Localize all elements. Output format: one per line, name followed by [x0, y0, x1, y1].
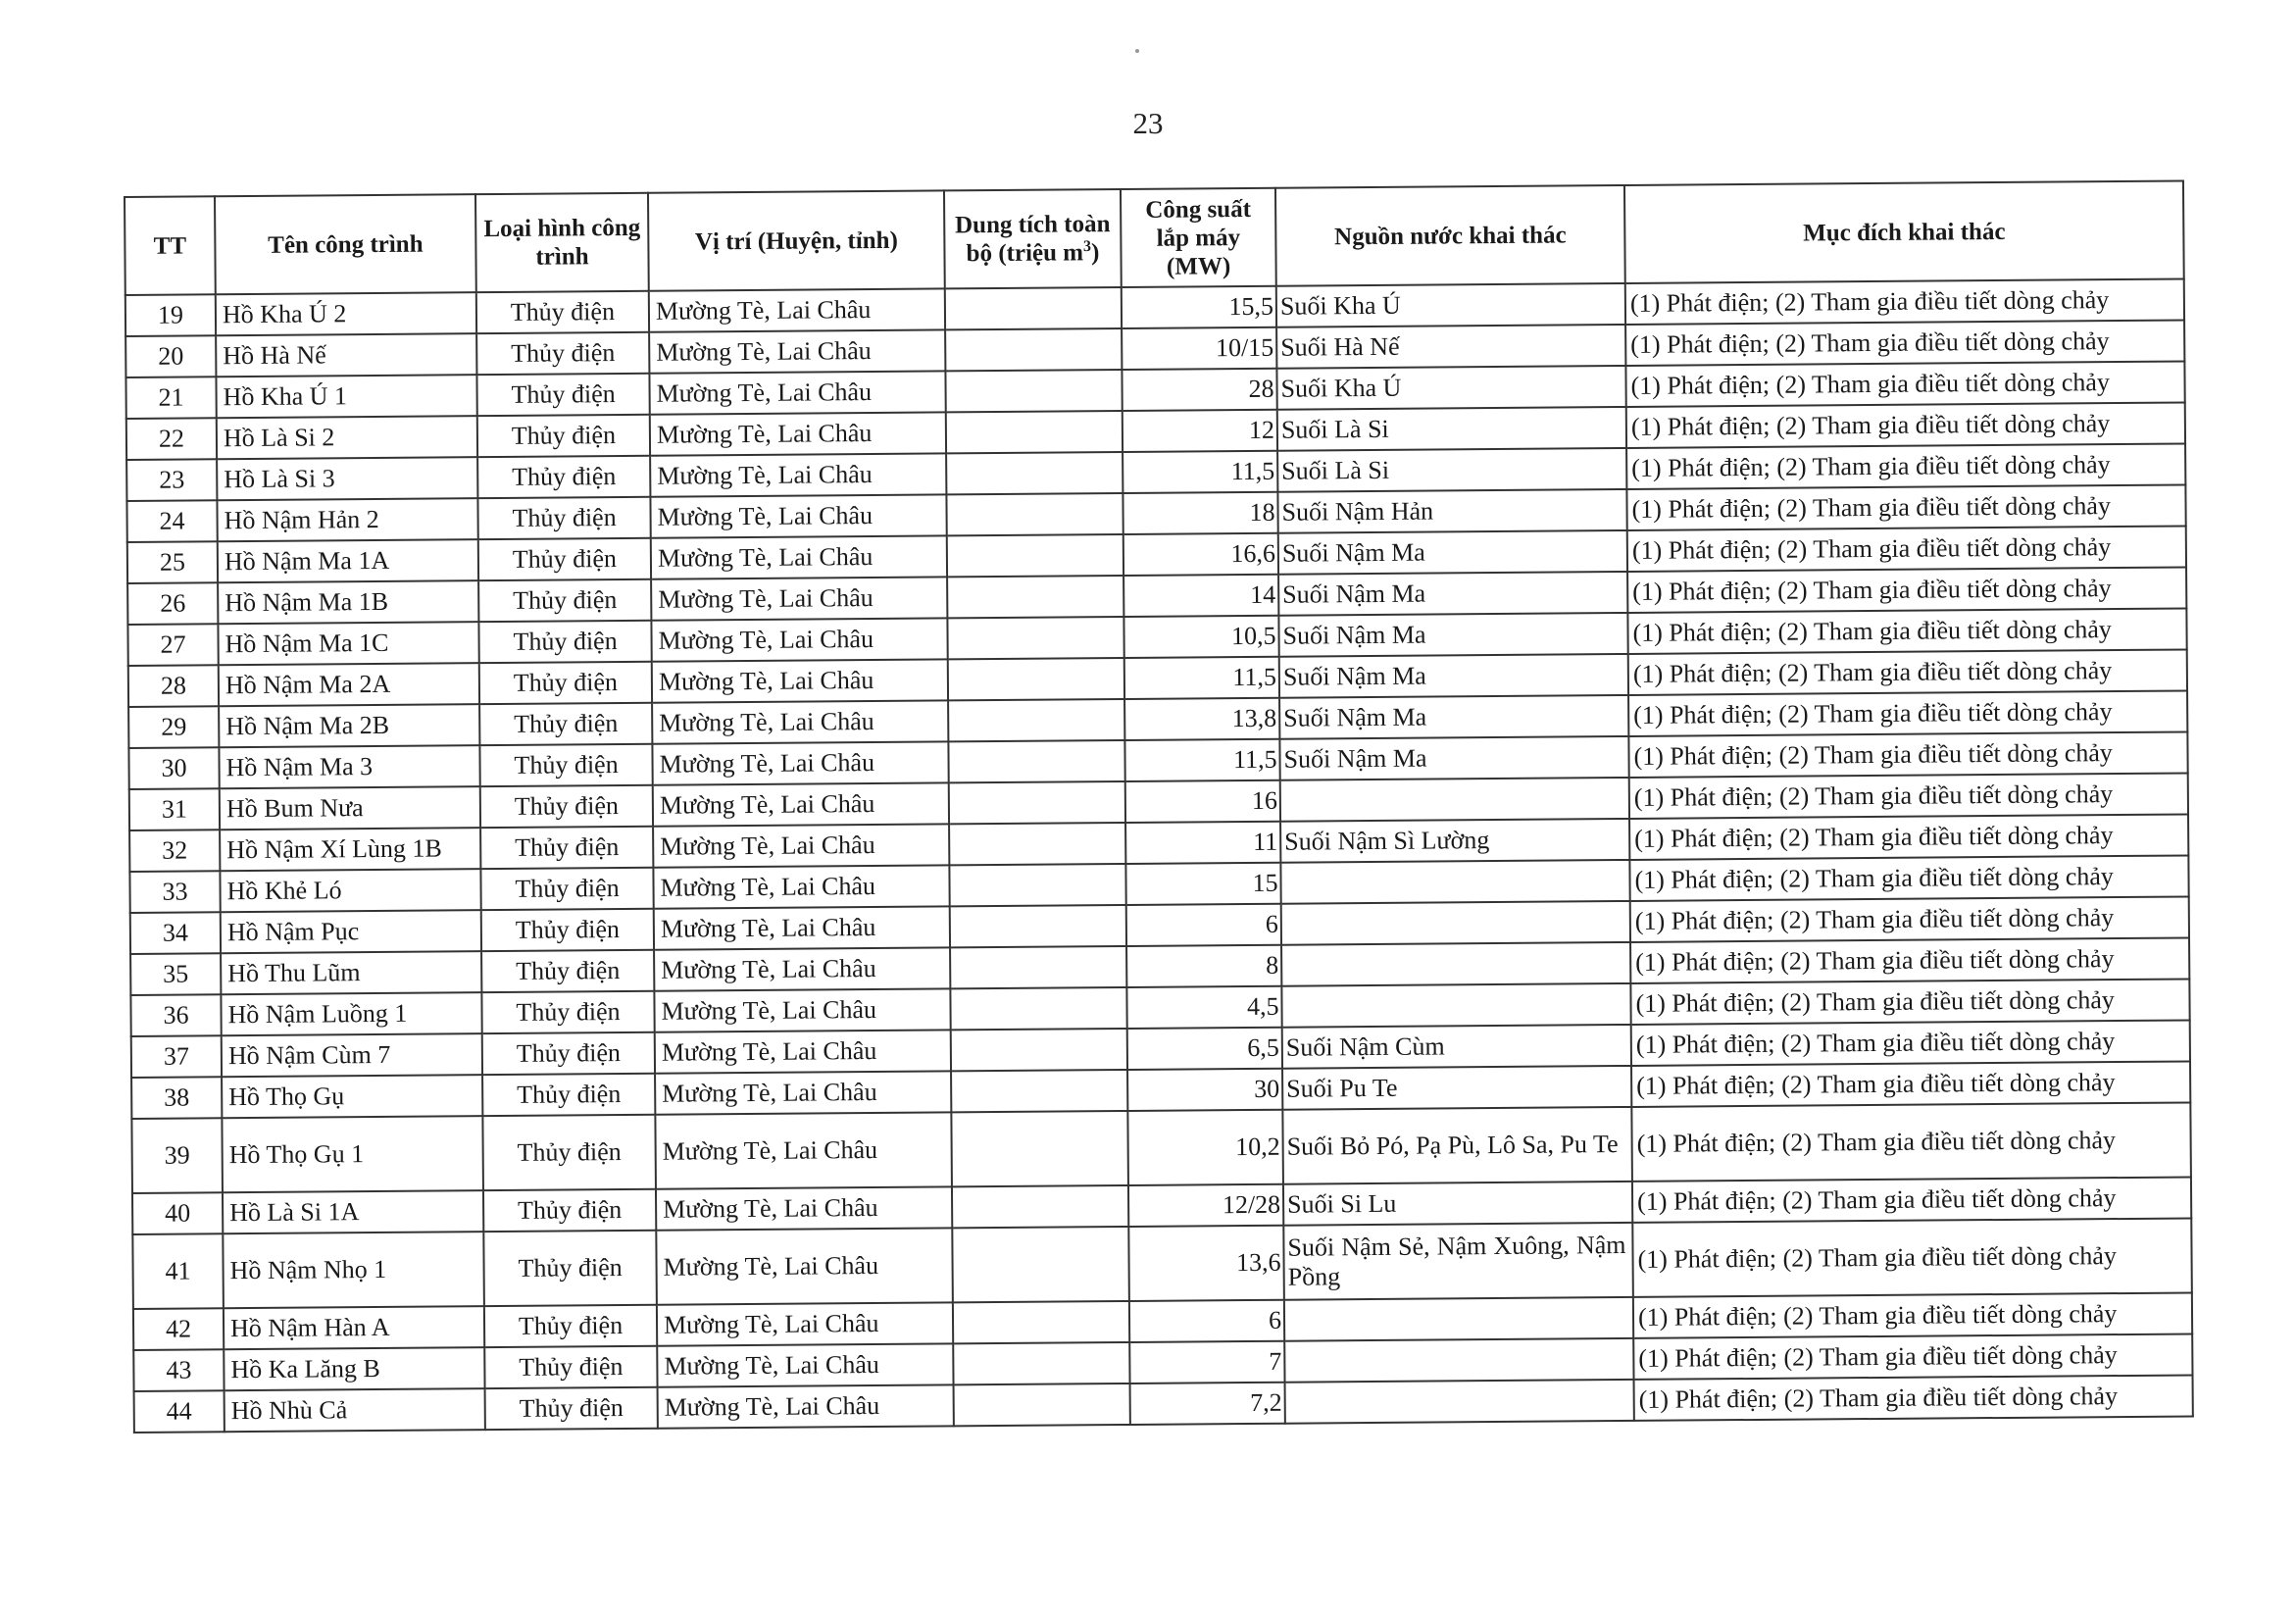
cell-source: Suối Nậm Ma	[1278, 530, 1627, 575]
cell-purpose: (1) Phát điện; (2) Tham gia điều tiết dòng chảy	[1628, 649, 2187, 694]
cell-capacity: 15,5	[1122, 286, 1276, 328]
cell-source	[1281, 942, 1630, 986]
cell-source: Suối Kha Ú	[1276, 283, 1625, 327]
cell-location: Mường Tè, Lai Châu	[650, 453, 946, 496]
cell-volume	[952, 1185, 1128, 1228]
cell-capacity: 10,2	[1127, 1110, 1283, 1185]
reservoir-table	[124, 179, 2194, 1433]
cell-purpose: (1) Phát điện; (2) Tham gia điều tiết dòng chảy	[1630, 896, 2189, 941]
cell-purpose: (1) Phát điện; (2) Tham gia điều tiết dòng chảy	[1630, 979, 2189, 1024]
cell-volume	[948, 699, 1124, 741]
cell-name: Hồ Bum Nưa	[220, 786, 480, 830]
cell-location: Mường Tè, Lai Châu	[656, 1228, 953, 1304]
cell-location: Mường Tè, Lai Châu	[650, 494, 946, 537]
cell-name: Hồ Nhù Cả	[225, 1388, 485, 1432]
cell-type: Thủy điện	[479, 662, 652, 704]
cell-source	[1280, 860, 1629, 904]
cell-source: Suối Nậm Ma	[1278, 613, 1627, 657]
cell-purpose: (1) Phát điện; (2) Tham gia điều tiết dòng chảy	[1626, 443, 2185, 488]
cell-tt: 42	[133, 1308, 224, 1350]
cell-capacity: 7	[1129, 1341, 1284, 1384]
cell-capacity: 6	[1129, 1300, 1284, 1342]
cell-tt: 19	[125, 294, 216, 336]
cell-source	[1281, 983, 1630, 1028]
cell-type: Thủy điện	[480, 827, 653, 869]
cell-type: Thủy điện	[482, 1032, 655, 1075]
cell-type: Thủy điện	[484, 1305, 657, 1347]
cell-name: Hồ Nậm Ma 1B	[218, 580, 478, 624]
cell-type: Thủy điện	[476, 374, 649, 416]
cell-location: Mường Tè, Lai Châu	[653, 782, 949, 826]
cell-source: Suối Là Si	[1277, 448, 1626, 492]
cell-purpose: (1) Phát điện; (2) Tham gia điều tiết dòng chảy	[1627, 567, 2186, 612]
cell-name: Hồ Nậm Cùm 7	[222, 1033, 482, 1077]
cell-type: Thủy điện	[483, 1189, 656, 1232]
cell-volume	[946, 411, 1123, 453]
cell-tt: 31	[129, 788, 220, 830]
cell-name: Hồ Nậm Ma 3	[219, 745, 479, 788]
cell-purpose: (1) Phát điện; (2) Tham gia điều tiết dòng chảy	[1633, 1333, 2192, 1379]
cell-purpose: (1) Phát điện; (2) Tham gia điều tiết dòng chảy	[1629, 773, 2188, 818]
cell-purpose: (1) Phát điện; (2) Tham gia điều tiết dòng chảy	[1627, 608, 2186, 653]
cell-tt: 26	[127, 582, 218, 625]
cell-volume	[954, 1384, 1130, 1426]
cell-purpose: (1) Phát điện; (2) Tham gia điều tiết dòng chảy	[1625, 361, 2184, 406]
cell-purpose: (1) Phát điện; (2) Tham gia điều tiết dòng chảy	[1625, 278, 2184, 324]
cell-volume	[952, 1227, 1129, 1302]
cell-purpose: (1) Phát điện; (2) Tham gia điều tiết dòng chảy	[1626, 402, 2185, 447]
cell-name: Hồ Thọ Gụ 1	[222, 1116, 483, 1192]
cell-capacity: 15	[1125, 863, 1280, 905]
cell-volume	[949, 823, 1125, 865]
cell-location: Mường Tè, Lai Châu	[652, 741, 948, 784]
table-header-row	[125, 180, 2184, 294]
cell-location: Mường Tè, Lai Châu	[650, 412, 946, 455]
header-source: Nguồn nước khai thác	[1275, 185, 1625, 286]
cell-location: Mường Tè, Lai Châu	[653, 824, 949, 867]
cell-volume	[951, 1111, 1128, 1186]
cell-location: Mường Tè, Lai Châu	[649, 288, 945, 331]
cell-location: Mường Tè, Lai Châu	[652, 700, 948, 743]
cell-source: Suối Hà Nế	[1276, 325, 1625, 369]
cell-type: Thủy điện	[482, 1115, 656, 1190]
cell-tt: 28	[128, 665, 219, 707]
cell-source: Suối Si Lu	[1283, 1182, 1632, 1226]
cell-name: Hồ Nậm Pục	[221, 910, 481, 953]
cell-tt: 33	[129, 871, 220, 913]
cell-location: Mường Tè, Lai Châu	[653, 865, 949, 908]
cell-tt: 38	[131, 1077, 222, 1119]
cell-location: Mường Tè, Lai Châu	[654, 947, 950, 990]
cell-tt: 20	[125, 335, 216, 377]
cell-purpose: (1) Phát điện; (2) Tham gia điều tiết dòng chảy	[1630, 937, 2189, 982]
cell-source: Suối Nậm Ma	[1279, 695, 1628, 739]
cell-type: Thủy điện	[482, 1074, 655, 1116]
cell-purpose: (1) Phát điện; (2) Tham gia điều tiết dòng chảy	[1631, 1020, 2190, 1065]
cell-type: Thủy điện	[478, 579, 651, 622]
cell-capacity: 7,2	[1130, 1383, 1285, 1425]
cell-location: Mường Tè, Lai Châu	[657, 1343, 953, 1386]
cell-purpose: (1) Phát điện; (2) Tham gia điều tiết dòng chảy	[1633, 1292, 2192, 1337]
cell-volume	[950, 987, 1126, 1030]
cell-source: Suối Pu Te	[1282, 1066, 1631, 1110]
header-tt: TT	[125, 196, 216, 295]
header-volume-text: Dung tích toàn bộ (triệu m	[954, 211, 1111, 268]
cell-source: Suối Là Si	[1277, 407, 1626, 451]
cell-volume	[949, 781, 1125, 824]
cell-type: Thủy điện	[481, 991, 654, 1033]
cell-tt: 37	[131, 1035, 222, 1078]
cell-capacity: 28	[1122, 369, 1276, 411]
cell-tt: 21	[125, 377, 216, 419]
cell-volume	[945, 370, 1122, 412]
cell-capacity: 18	[1123, 492, 1277, 534]
cell-type: Thủy điện	[476, 291, 649, 333]
cell-capacity: 13,6	[1128, 1226, 1284, 1301]
cell-location: Mường Tè, Lai Châu	[649, 329, 945, 373]
cell-name: Hồ Kha Ú 2	[216, 292, 476, 335]
cell-type: Thủy điện	[484, 1346, 657, 1388]
scan-speck	[1135, 49, 1139, 53]
cell-name: Hồ Nậm Ma 1A	[218, 539, 478, 582]
cell-name: Hồ Nậm Hàn A	[224, 1306, 484, 1349]
cell-volume	[947, 534, 1123, 577]
cell-type: Thủy điện	[476, 332, 649, 375]
header-volume-suffix: )	[1090, 239, 1100, 267]
cell-purpose: (1) Phát điện; (2) Tham gia điều tiết dòng chảy	[1632, 1177, 2191, 1222]
cell-type: Thủy điện	[477, 456, 650, 498]
cell-type: Thủy điện	[480, 868, 653, 910]
cell-capacity: 11,5	[1124, 739, 1279, 781]
cell-tt: 39	[131, 1118, 223, 1193]
cell-type: Thủy điện	[485, 1387, 658, 1430]
cell-name: Hồ Khẻ Ló	[220, 869, 480, 912]
cell-tt: 29	[128, 706, 219, 748]
cell-type: Thủy điện	[477, 497, 650, 539]
cell-location: Mường Tè, Lai Châu	[658, 1384, 954, 1428]
header-location: Vị trí (Huyện, tỉnh)	[648, 190, 945, 290]
header-volume	[944, 189, 1122, 288]
cell-location: Mường Tè, Lai Châu	[651, 577, 947, 620]
cell-tt: 36	[130, 994, 221, 1036]
header-type: Loại hình công trình	[475, 193, 649, 292]
cell-source: Suối Bỏ Pó, Pạ Pù, Lô Sa, Pu Te	[1282, 1107, 1632, 1184]
cell-source	[1284, 1338, 1633, 1383]
cell-source	[1284, 1297, 1633, 1341]
cell-capacity: 10,5	[1123, 616, 1278, 658]
cell-location: Mường Tè, Lai Châu	[651, 618, 947, 661]
cell-source: Suối Kha Ú	[1276, 366, 1625, 410]
cell-purpose: (1) Phát điện; (2) Tham gia điều tiết dòng chảy	[1634, 1375, 2193, 1420]
cell-purpose: (1) Phát điện; (2) Tham gia điều tiết dòng chảy	[1628, 731, 2187, 777]
cell-location: Mường Tè, Lai Châu	[651, 535, 947, 579]
cell-capacity: 6	[1126, 904, 1281, 946]
cell-name: Hồ Thu Lũm	[221, 951, 481, 994]
cell-purpose: (1) Phát điện; (2) Tham gia điều tiết dòng chảy	[1627, 526, 2186, 571]
cell-purpose: (1) Phát điện; (2) Tham gia điều tiết dòng chảy	[1626, 484, 2185, 529]
cell-location: Mường Tè, Lai Châu	[656, 1186, 952, 1230]
cell-volume	[946, 493, 1123, 535]
cell-purpose: (1) Phát điện; (2) Tham gia điều tiết dòng chảy	[1625, 320, 2184, 365]
cell-capacity: 11,5	[1123, 451, 1277, 493]
cell-volume	[949, 864, 1125, 906]
cell-name: Hồ Ka Lăng B	[224, 1347, 484, 1390]
cell-location: Mường Tè, Lai Châu	[657, 1302, 953, 1345]
cell-tt: 40	[132, 1192, 223, 1234]
cell-name: Hồ Là Si 2	[217, 416, 477, 459]
cell-volume	[953, 1342, 1129, 1384]
cell-tt: 25	[127, 541, 218, 583]
cell-type: Thủy điện	[478, 621, 651, 663]
cell-tt: 44	[134, 1390, 225, 1433]
cell-capacity: 11	[1125, 822, 1280, 864]
cell-volume	[950, 946, 1126, 988]
cell-tt: 24	[126, 500, 217, 542]
header-purpose: Mục đích khai thác	[1624, 180, 2184, 282]
page-number: 23	[1132, 106, 1164, 140]
cell-type: Thủy điện	[480, 785, 653, 828]
cell-volume	[946, 452, 1123, 494]
cell-source: Suối Nậm Sẻ, Nậm Xuông, Nậm Pồng	[1283, 1223, 1633, 1300]
cell-source: Suối Nậm Sì Lường	[1280, 819, 1629, 863]
cell-purpose: (1) Phát điện; (2) Tham gia điều tiết dòng chảy	[1632, 1218, 2192, 1296]
cell-volume	[951, 1029, 1127, 1071]
cell-name: Hồ Là Si 1A	[223, 1190, 483, 1233]
cell-volume	[948, 740, 1124, 782]
cell-location: Mường Tè, Lai Châu	[654, 988, 950, 1031]
cell-tt: 35	[130, 953, 221, 995]
cell-source: Suối Nậm Ma	[1279, 654, 1628, 698]
cell-location: Mường Tè, Lai Châu	[654, 906, 950, 949]
cell-type: Thủy điện	[479, 703, 652, 745]
cell-volume	[945, 328, 1122, 371]
cell-purpose: (1) Phát điện; (2) Tham gia điều tiết dòng chảy	[1631, 1061, 2190, 1106]
table-body	[125, 278, 2193, 1432]
cell-capacity: 12/28	[1128, 1184, 1283, 1227]
cell-capacity: 30	[1127, 1069, 1282, 1111]
cell-name: Hồ Nậm Ma 2A	[219, 663, 479, 706]
cell-name: Hồ Thọ Gụ	[222, 1075, 482, 1118]
cell-tt: 43	[133, 1349, 224, 1391]
cell-type: Thủy điện	[483, 1231, 657, 1306]
cell-type: Thủy điện	[477, 415, 650, 457]
cell-capacity: 8	[1126, 945, 1281, 987]
cell-tt: 22	[126, 418, 217, 460]
cell-source	[1281, 901, 1630, 945]
cell-type: Thủy điện	[479, 744, 652, 786]
cell-tt: 34	[130, 912, 221, 954]
cell-purpose: (1) Phát điện; (2) Tham gia điều tiết dòng chảy	[1631, 1102, 2191, 1181]
cell-source	[1280, 778, 1629, 822]
cell-volume	[947, 576, 1123, 618]
cell-name: Hồ Hà Nế	[216, 333, 476, 377]
cell-capacity: 12	[1123, 410, 1277, 452]
cell-location: Mường Tè, Lai Châu	[652, 659, 948, 702]
cell-purpose: (1) Phát điện; (2) Tham gia điều tiết dòng chảy	[1628, 690, 2187, 735]
cell-location: Mường Tè, Lai Châu	[655, 1112, 952, 1188]
cell-capacity: 11,5	[1124, 657, 1279, 699]
cell-capacity: 4,5	[1126, 986, 1281, 1029]
cell-name: Hồ Nậm Ma 2B	[219, 704, 479, 747]
reservoir-table-container	[124, 180, 2192, 1434]
cell-tt: 41	[132, 1233, 224, 1309]
cell-purpose: (1) Phát điện; (2) Tham gia điều tiết dòng chảy	[1629, 855, 2188, 900]
header-capacity: Công suất lắp máy (MW)	[1121, 188, 1276, 287]
cell-type: Thủy điện	[481, 909, 654, 951]
cell-capacity: 10/15	[1122, 327, 1276, 370]
cell-type: Thủy điện	[481, 950, 654, 992]
cell-volume	[951, 1070, 1127, 1112]
cell-capacity: 16,6	[1123, 533, 1278, 576]
cell-name: Hồ Nậm Ma 1C	[218, 622, 478, 665]
cell-name: Hồ Nậm Nhọ 1	[223, 1232, 484, 1308]
cell-source: Suối Nậm Hản	[1277, 489, 1626, 533]
cell-location: Mường Tè, Lai Châu	[655, 1071, 951, 1114]
cell-source	[1285, 1380, 1634, 1424]
cell-name: Hồ Nậm Xí Lùng 1B	[220, 828, 480, 871]
cell-tt: 23	[126, 459, 217, 501]
header-volume-sup: 3	[1082, 237, 1092, 255]
cell-location: Mường Tè, Lai Châu	[655, 1030, 951, 1073]
cell-tt: 32	[129, 830, 220, 872]
cell-volume	[945, 287, 1122, 329]
header-name: Tên công trình	[215, 194, 476, 294]
cell-capacity: 13,8	[1124, 698, 1279, 740]
cell-capacity: 6,5	[1127, 1028, 1282, 1070]
cell-capacity: 16	[1125, 780, 1280, 823]
cell-capacity: 14	[1123, 575, 1278, 617]
cell-type: Thủy điện	[478, 538, 651, 580]
cell-volume	[948, 658, 1124, 700]
cell-purpose: (1) Phát điện; (2) Tham gia điều tiết dòng chảy	[1629, 814, 2188, 859]
cell-name: Hồ Kha Ú 1	[216, 375, 476, 418]
cell-source: Suối Nậm Cùm	[1282, 1025, 1631, 1069]
cell-name: Hồ Nậm Hản 2	[217, 498, 477, 541]
cell-source: Suối Nậm Ma	[1278, 572, 1627, 616]
cell-tt: 27	[127, 624, 218, 666]
cell-volume	[947, 617, 1123, 659]
cell-location: Mường Tè, Lai Châu	[649, 371, 945, 414]
cell-volume	[950, 905, 1126, 947]
cell-name: Hồ Nậm Luồng 1	[221, 992, 481, 1035]
cell-tt: 30	[128, 747, 219, 789]
cell-source: Suối Nậm Ma	[1279, 736, 1628, 780]
cell-name: Hồ Là Si 3	[217, 457, 477, 500]
cell-volume	[953, 1301, 1129, 1343]
